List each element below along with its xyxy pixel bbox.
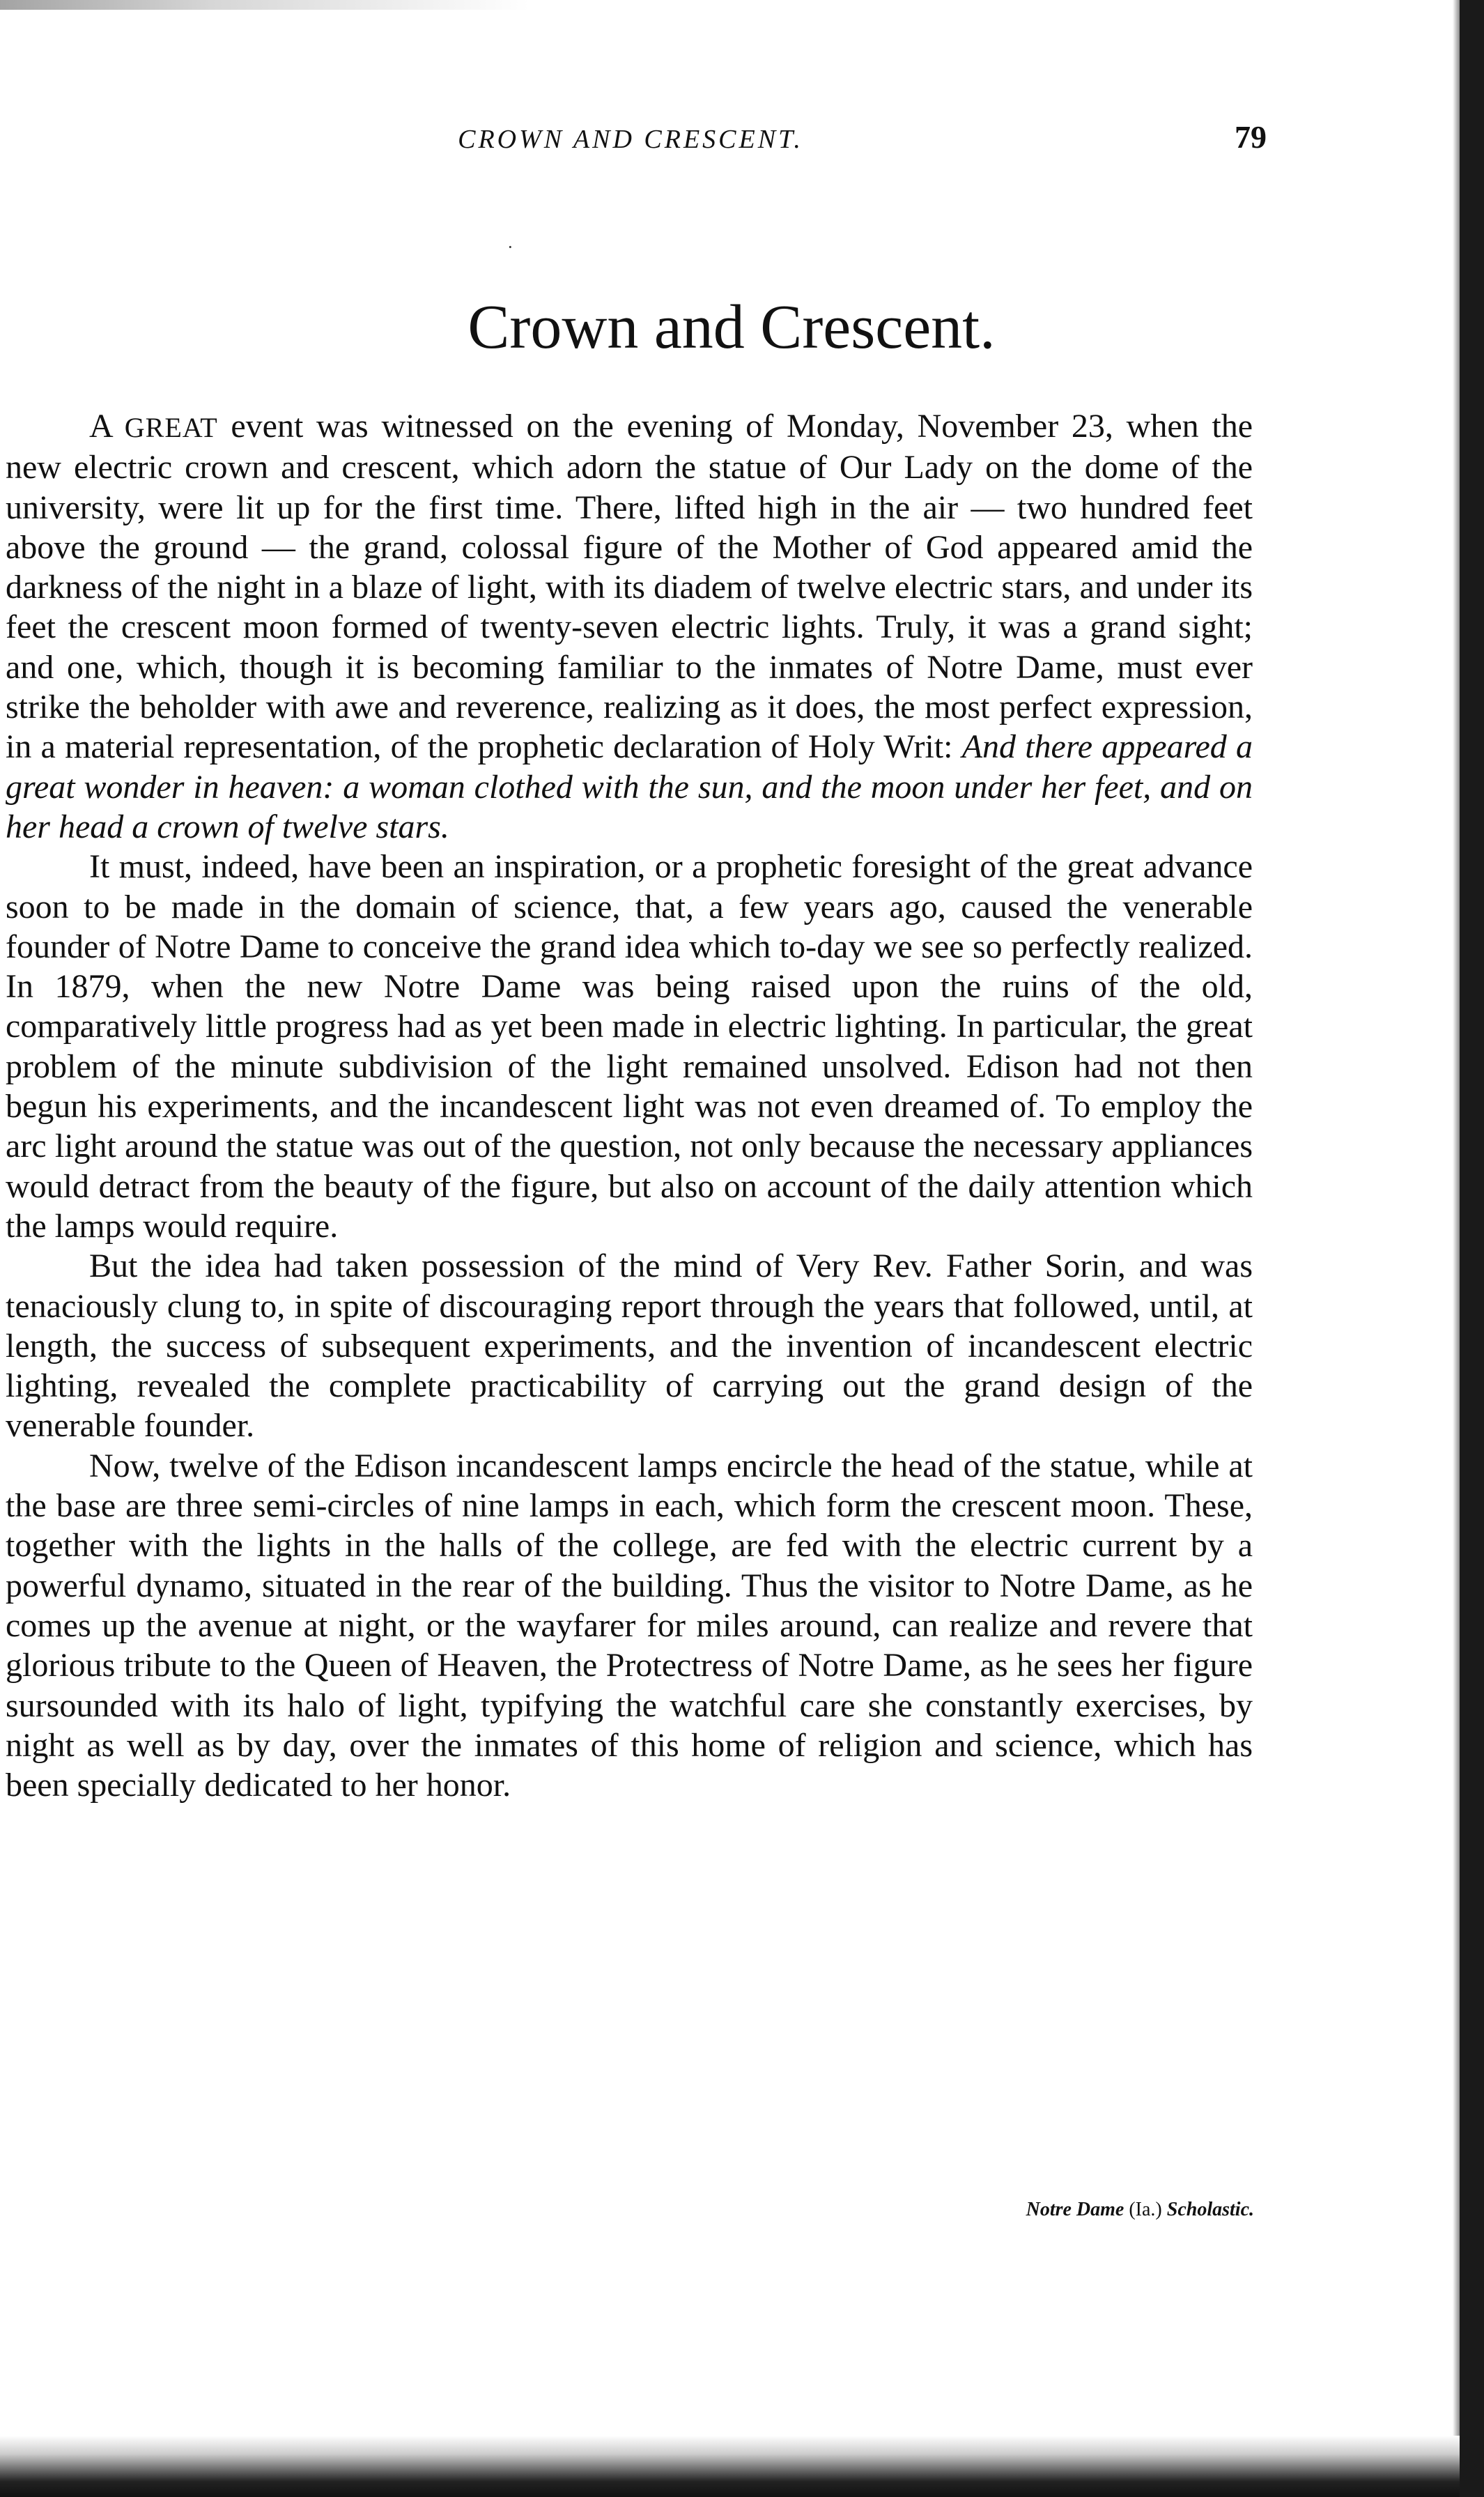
source-publication: Scholastic.: [1166, 2199, 1254, 2220]
paragraph-1-text: event was witnessed on the evening of Monday, November 23, when the new electric crown and crescent, which adorn the statue of Our Lady on the dome of the university, were lit up for the first time. There, lifted high in the air — two hundred feet above the ground — the grand, colossal figure of the Mother of God appeared amid the darkness of the night in a blaze of light, with its diadem of twelve electric stars, and under its feet the crescent moon formed of twenty-seven electric lights. Truly, it was a grand sight; and one, which, though it is becoming familiar to the inmates of Notre Dame, must ever strike the beholder with awe and reverence, realizing as it does, the most perfect expression, in a material representation, of the prophetic declaration of Holy Writ:: [6, 408, 1253, 766]
page-edge-shadow: [1453, 0, 1460, 2497]
running-head-title: CROWN AND CRESCENT.: [458, 125, 803, 154]
paragraph-2: It must, indeed, have been an inspiration, or a prophetic foresight of the great advance soon to be made in the domain of science, that, a few years ago, caused the venerable founder of Notre Dame to conceive the grand idea which to-day we see so perfectly realized. In 1879, when the new Notre Dame was being raised upon the ruins of the old, comparatively little progress had as yet been made in electric lighting. In particular, the great problem of the minute subdivision of the light remained unsolved. Edison had not then begun his experiments, and the incandescent light was not even dreamed of. To employ the arc light around the statue was out of the question, not only because the necessary appliances would detract from the beauty of the figure, but also on account of the daily attention which the lamps would require.: [6, 848, 1253, 1245]
page-number: 79: [1235, 119, 1267, 155]
paragraph-1-small-caps: GREAT: [124, 412, 218, 443]
scan-shadow-bottom: [0, 2436, 1460, 2497]
paragraph-4: Now, twelve of the Edison incandescent lamps encircle the head of the statue, while at the base are three semi-circles of nine lamps in each, which form the crescent moon. These, together with the lights in the halls of the college, are fed with the electric current by a powerful dynamo, situated in the rear of the building. Thus the visitor to Notre Dame, as he comes up the avenue at night, or the wayfarer for miles around, can realize and revere that glorious tribute to the Queen of Heaven, the Protectress of Notre Dame, as he sees her figure sursounded with its halo of light, typifying the watchful care she constantly exercises, by night as well as by day, over the inmates of this home of religion and science, which has been specially dedicated to her honor.: [6, 1447, 1253, 1804]
paragraph-1-opening-word: A: [89, 408, 112, 445]
source-place: (Ia.): [1129, 2199, 1162, 2220]
source-name: Notre Dame: [1026, 2199, 1124, 2220]
scripture-quote: And there appeared a great wonder in heaven: a woman clothed with the sun, and the moon under her feet, and on her head a crown of twelve stars.: [6, 728, 1253, 845]
paragraph-1: [6, 406, 1253, 847]
print-speck: ·: [507, 237, 513, 257]
article-title: Crown and Crescent.: [467, 293, 996, 362]
running-head: [0, 119, 1460, 166]
article-body: [6, 406, 1253, 1805]
paragraph-3: But the idea had taken possession of the mind of Very Rev. Father Sorin, and was tenaciously clung to, in spite of discouraging report through the years that followed, until, at length, the success of subsequent experiments, and the invention of incandescent electric lighting, revealed the complete practicability of carrying out the grand design of the venerable founder.: [6, 1247, 1253, 1445]
scan-shadow-top: [0, 0, 530, 10]
source-attribution: [822, 2199, 1254, 2221]
